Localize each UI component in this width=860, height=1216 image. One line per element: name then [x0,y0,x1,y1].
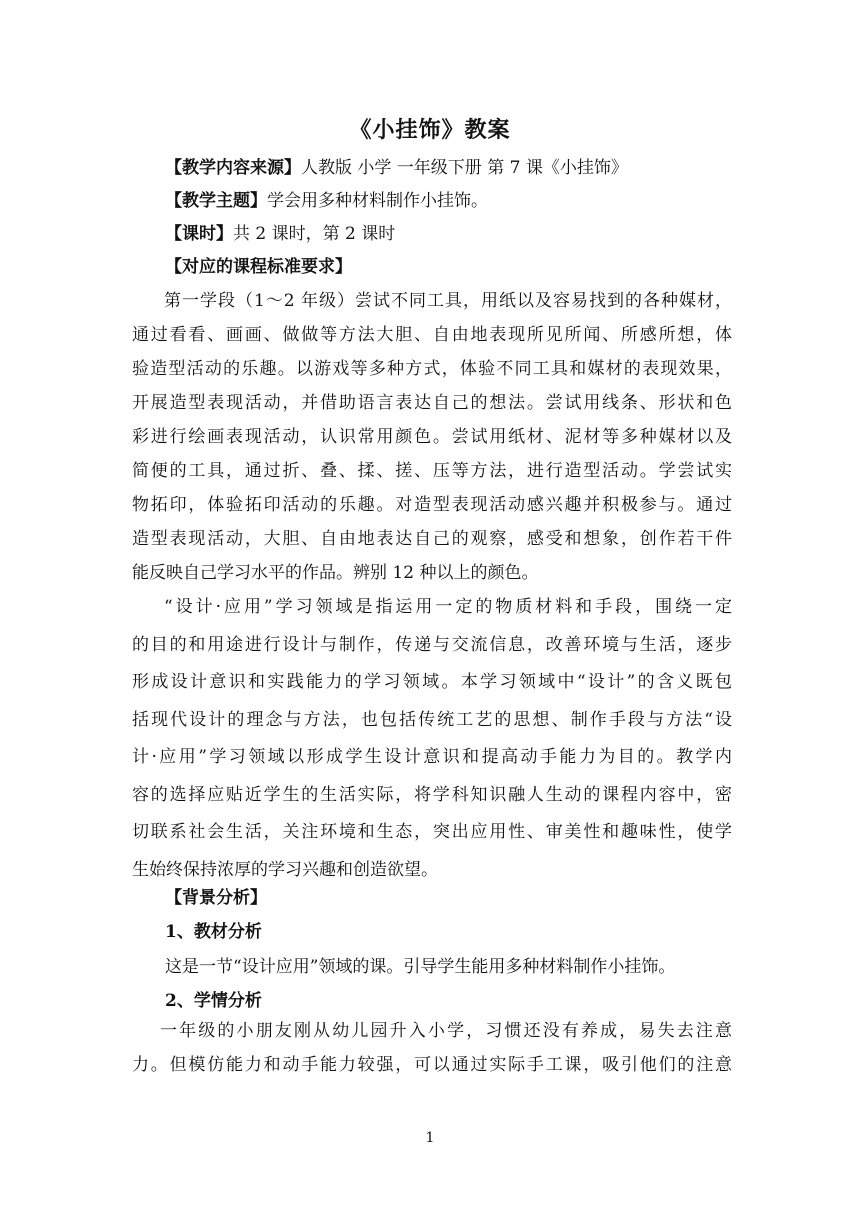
paragraph-line: “设计·应用”学习领域是指运用一定的物质材料和手段，围绕一定 [164,597,732,617]
paragraph-line: 括现代设计的理念与方法，也包括传统工艺的思想、制作手段与方法“设 [132,709,732,730]
paragraph-line: 第一学段（1～2 年级）尝试不同工具，用纸以及容易找到的各种媒材， [164,291,732,311]
theme-line [165,189,765,213]
document-title: 《小挂饰》教案 [349,117,511,143]
paragraph-line: 切联系社会生活，关注环境和生态，突出应用性、审美性和趣味性，使学 [132,822,732,842]
standards-heading: 【对应的课程标准要求】 [165,257,352,277]
paragraph-line: 造型表现活动，大胆、自由地表达自己的观察，感受和想象，创作若干件 [132,529,732,549]
theme-label: 【教学主题】 [165,191,267,211]
paragraph-line: 生始终保持浓厚的学习兴趣和创造欲望。 [132,859,438,880]
paragraph-line: 形成设计意识和实践能力的学习领域。本学习领域中“设计”的含义既包 [132,672,732,692]
paragraph-line: 计·应用”学习领域以形成学生设计意识和提高动手能力为目的。教学内 [132,747,732,767]
source-line [165,156,765,180]
hours-line [165,222,765,246]
paragraph-line: 开展造型表现活动，并借助语言表达自己的想法。尝试用线条、形状和色 [132,393,732,413]
paragraph-line: 容的选择应贴近学生的生活实际，将学科知识融人生动的课程内容中，密 [132,784,732,805]
page-number: 1 [425,1130,435,1146]
paragraph-line: 简便的工具，通过折、叠、揉、搓、压等方法，进行造型活动。学尝试实 [132,461,732,481]
hours-label: 【课时】 [165,224,233,244]
paragraph-line: 能反映自己学习水平的作品。辨别 12 种以上的颜色。 [132,563,539,583]
paragraph-line: 通过看看、画画、做做等方法大胆、自由地表现所见所闻、所感所想，体 [132,325,732,345]
background-heading: 【背景分析】 [165,888,267,908]
theme-value: 学会用多种材料制作小挂饰。 [267,191,488,211]
paragraph-line: 的目的和用途进行设计与制作，传递与交流信息，改善环境与生活，逐步 [132,634,732,655]
hours-value: 共 2 课时，第 2 课时 [233,224,396,244]
student-analysis-paragraph [132,1014,732,1082]
textbook-analysis-text: 这是一节“设计应用”领域的课。引导学生能用多种材料制作小挂饰。 [165,957,676,977]
paragraph-line: 一年级的小朋友刚从幼儿园升入小学，习惯还没有养成，易失去注意 [160,1021,732,1041]
textbook-analysis-heading: 1、教材分析 [165,922,262,942]
student-analysis-heading: 2、学情分析 [165,991,262,1011]
source-value: 人教版 小学 一年级下册 第 7 课《小挂饰》 [301,158,628,178]
paragraph-line: 彩进行绘画表现活动，认识常用颜色。尝试用纸材、泥材等多种媒材以及 [132,427,732,447]
paragraph-line: 验造型活动的乐趣。以游戏等多种方式，体验不同工具和媒材的表现效果， [132,359,732,379]
paragraph-line: 力。但模仿能力和动手能力较强，可以通过实际手工课，吸引他们的注意 [132,1055,732,1075]
standards-paragraph-1 [132,284,732,590]
source-label: 【教学内容来源】 [165,158,301,178]
paragraph-line: 物拓印，体验拓印活动的乐趣。对造型表现活动感兴趣并积极参与。通过 [132,495,732,515]
standards-paragraph-2 [132,589,732,889]
